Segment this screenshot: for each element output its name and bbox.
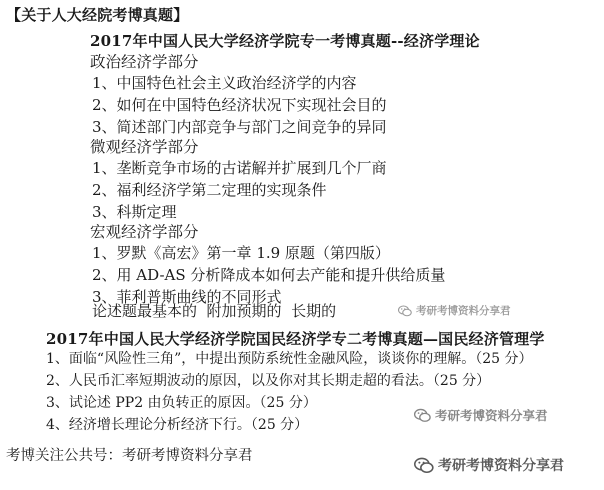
section2-title: 2017年中国人民大学经济学院国民经济学专二考博真题—国民经济管理学 — [46, 330, 545, 348]
essay-line: 论述题最基本的 附加预期的 长期的 — [92, 302, 337, 320]
macro-item-2: 2、用 AD-AS 分析降成本如何去产能和提升供给质量 — [92, 266, 446, 284]
wechat-icon — [414, 457, 434, 474]
political-item-1: 1、中国特色社会主义政治经济学的内容 — [92, 74, 357, 92]
section1-title: 2017年中国人民大学经济学院专一考博真题--经济学理论 — [90, 32, 480, 50]
header-tag: 【关于人大经院考博真题】 — [6, 6, 189, 24]
micro-item-3: 3、科斯定理 — [92, 203, 177, 221]
political-item-2: 2、如何在中国特色经济状况下实现社会目的 — [92, 96, 387, 114]
political-item-3: 3、简述部门内部竞争与部门之间竞争的异同 — [92, 118, 387, 136]
micro-item-2: 2、福利经济学第二定理的实现条件 — [92, 181, 327, 199]
political-heading: 政治经济学部分 — [90, 53, 199, 71]
wechat-icon — [398, 305, 412, 317]
wechat-icon — [414, 408, 431, 423]
macro-item-3: 3、菲利普斯曲线的不同形式 — [92, 288, 282, 306]
section2-item-4: 4、经济增长理论分析经济下行。（25 分） — [46, 417, 309, 433]
section2-item-2: 2、人民币汇率短期波动的原因，以及你对其长期走超的看法。（25 分） — [46, 373, 491, 389]
watermark-text: 考研考博资料分享君 — [438, 458, 564, 474]
watermark-text: 考研考博资料分享君 — [435, 408, 548, 423]
micro-heading: 微观经济学部分 — [90, 138, 199, 156]
watermark — [398, 303, 511, 318]
macro-item-1: 1、罗默《高宏》第一章 1.9 原题（第四版） — [92, 244, 390, 262]
micro-item-1: 1、垄断竞争市场的古诺解并扩展到几个厂商 — [92, 159, 387, 177]
section2-item-3: 3、试论述 PP2 由负转正的原因。（25 分） — [46, 395, 317, 411]
watermark-text: 考研考博资料分享君 — [416, 305, 511, 317]
footer-note: 考博关注公共号：考研考博资料分享君 — [6, 448, 253, 464]
section2-item-1: 1、面临“风险性三角”，中提出预防系统性金融风险，谈谈你的理解。（25 分） — [46, 351, 533, 367]
watermark — [414, 455, 564, 475]
watermark — [414, 406, 548, 424]
macro-heading: 宏观经济学部分 — [90, 223, 199, 241]
